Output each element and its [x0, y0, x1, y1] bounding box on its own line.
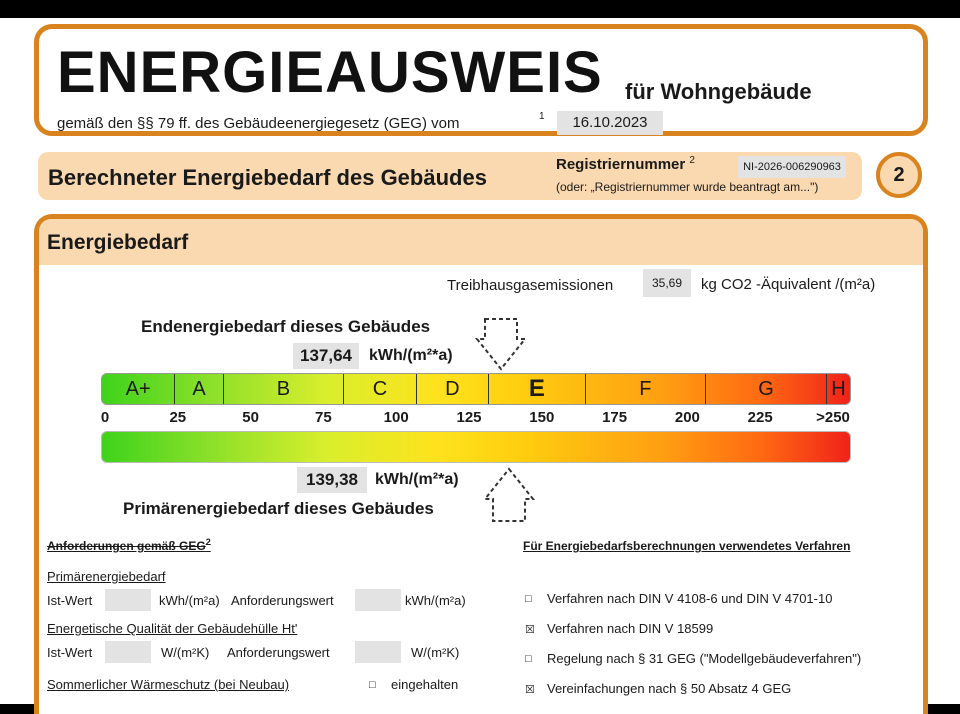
section-bar	[38, 152, 862, 200]
title-box	[34, 24, 928, 136]
primary-energy-value: 139,38	[297, 467, 367, 493]
anforderungswert-label-2: Anforderungswert	[227, 645, 330, 660]
scale-tick: 50	[242, 409, 259, 426]
summer-protection-label: Sommerlicher Wärmeschutz (bei Neubau)	[47, 677, 290, 692]
registration-label: Registriernummer $^2$	[556, 155, 695, 173]
scale-tick: 0	[100, 409, 110, 426]
energy-class-g: G	[705, 374, 826, 404]
co2-unit: kg CO2 -Äquivalent /(m²a)	[701, 276, 876, 293]
method-label: Verfahren nach DIN V 18599	[547, 621, 714, 636]
envelope-ist-wert-field	[105, 641, 151, 663]
energy-class-c: C	[343, 374, 415, 404]
energy-class-e: E	[488, 374, 585, 404]
energy-demand-box	[34, 214, 928, 714]
anforderungswert-label: Anforderungswert	[231, 593, 334, 608]
page-number-badge: 2	[876, 152, 922, 198]
energy-class-a: A	[174, 374, 222, 404]
summer-protection-checkbox[interactable]: □	[369, 679, 376, 691]
primary-ist-unit: kWh/(m²a)	[159, 593, 220, 608]
end-energy-unit: kWh/(m²*a)	[369, 347, 453, 364]
registration-note: (oder: „Registriernummer wurde beantragt am...")	[556, 180, 819, 194]
document-title: ENERGIEAUSWEIS	[57, 40, 603, 105]
energy-class-d: D	[416, 374, 488, 404]
primary-energy-requirement-heading: Primärenergiebedarf	[47, 569, 166, 584]
co2-label: Treibhausgasemissionen	[447, 277, 614, 294]
scale-tick: 125	[456, 409, 482, 426]
summer-protection-status: eingehalten	[391, 677, 459, 692]
primary-anforderung-unit: kWh/(m²a)	[405, 593, 466, 608]
primary-energy-arrow-icon	[483, 467, 535, 523]
primary-energy-unit: kWh/(m²*a)	[375, 471, 459, 488]
method-heading: Für Energiebedarfsberechnungen verwendetes Verfahren	[523, 539, 851, 553]
scale-tick: 225	[747, 409, 773, 426]
end-energy-label: Endenergiebedarf dieses Gebäudes	[141, 317, 431, 336]
primary-energy-scale	[101, 431, 851, 463]
envelope-anforderung-unit: W/(m²K)	[411, 645, 460, 660]
scale-tick: >250	[816, 409, 850, 426]
ist-wert-label: Ist-Wert	[47, 593, 93, 608]
scale-tick: 100	[383, 409, 409, 426]
method-checkbox[interactable]: ☒	[525, 624, 535, 636]
method-checkbox[interactable]: □	[525, 653, 532, 665]
primary-anforderungswert-field	[355, 589, 401, 611]
scale-tick: 175	[602, 409, 628, 426]
scale-tick: 200	[674, 409, 700, 426]
end-energy-arrow-icon	[475, 317, 527, 371]
method-label: Verfahren nach DIN V 4108-6 und DIN V 4701-10	[547, 591, 833, 606]
section-title: Berechneter Energiebedarf des Gebäudes	[48, 165, 487, 190]
footnote-marker: 1	[539, 111, 545, 122]
document-subtitle: für Wohngebäude	[625, 79, 812, 104]
method-label: Regelung nach § 31 GEG ("Modellgebäudeverfahren")	[547, 651, 862, 666]
energy-class-a-plus: A+	[125, 378, 151, 400]
energy-demand-header	[39, 219, 923, 265]
envelope-ist-unit: W/(m²K)	[161, 645, 210, 660]
method-label: Vereinfachungen nach § 50 Absatz 4 GEG	[547, 681, 792, 696]
envelope-quality-heading: Energetische Qualität der Gebäudehülle Ht'	[47, 621, 298, 636]
ist-wert-label-2: Ist-Wert	[47, 645, 93, 660]
energy-class-h: H	[826, 374, 850, 404]
law-reference: gemäß den §§ 79 ff. des Gebäudeenergiegesetz (GEG) vom	[57, 115, 460, 132]
energy-class-b: B	[223, 374, 344, 404]
primary-ist-wert-field	[105, 589, 151, 611]
scale-tick: 25	[169, 409, 187, 426]
primary-energy-label: Primärenergiebedarf dieses Gebäudes	[123, 499, 434, 518]
scale-tick: 150	[529, 409, 555, 426]
energy-class-f: F	[585, 374, 706, 404]
issue-date: 16.10.2023	[557, 111, 663, 135]
method-checkbox[interactable]: □	[525, 593, 532, 605]
energy-class-scale	[101, 373, 851, 405]
energy-demand-heading: Energiebedarf	[47, 231, 189, 254]
scale-tick: 75	[315, 409, 332, 426]
end-energy-value: 137,64	[293, 343, 359, 369]
certificate-page	[0, 18, 960, 704]
envelope-anforderungswert-field	[355, 641, 401, 663]
registration-number: NI-2026-006290963	[738, 156, 846, 178]
method-checkbox[interactable]: ☒	[525, 684, 535, 696]
co2-value: 35,69	[643, 269, 691, 297]
requirements-heading: Anforderungen gemäß GEG$^2$	[47, 537, 211, 553]
